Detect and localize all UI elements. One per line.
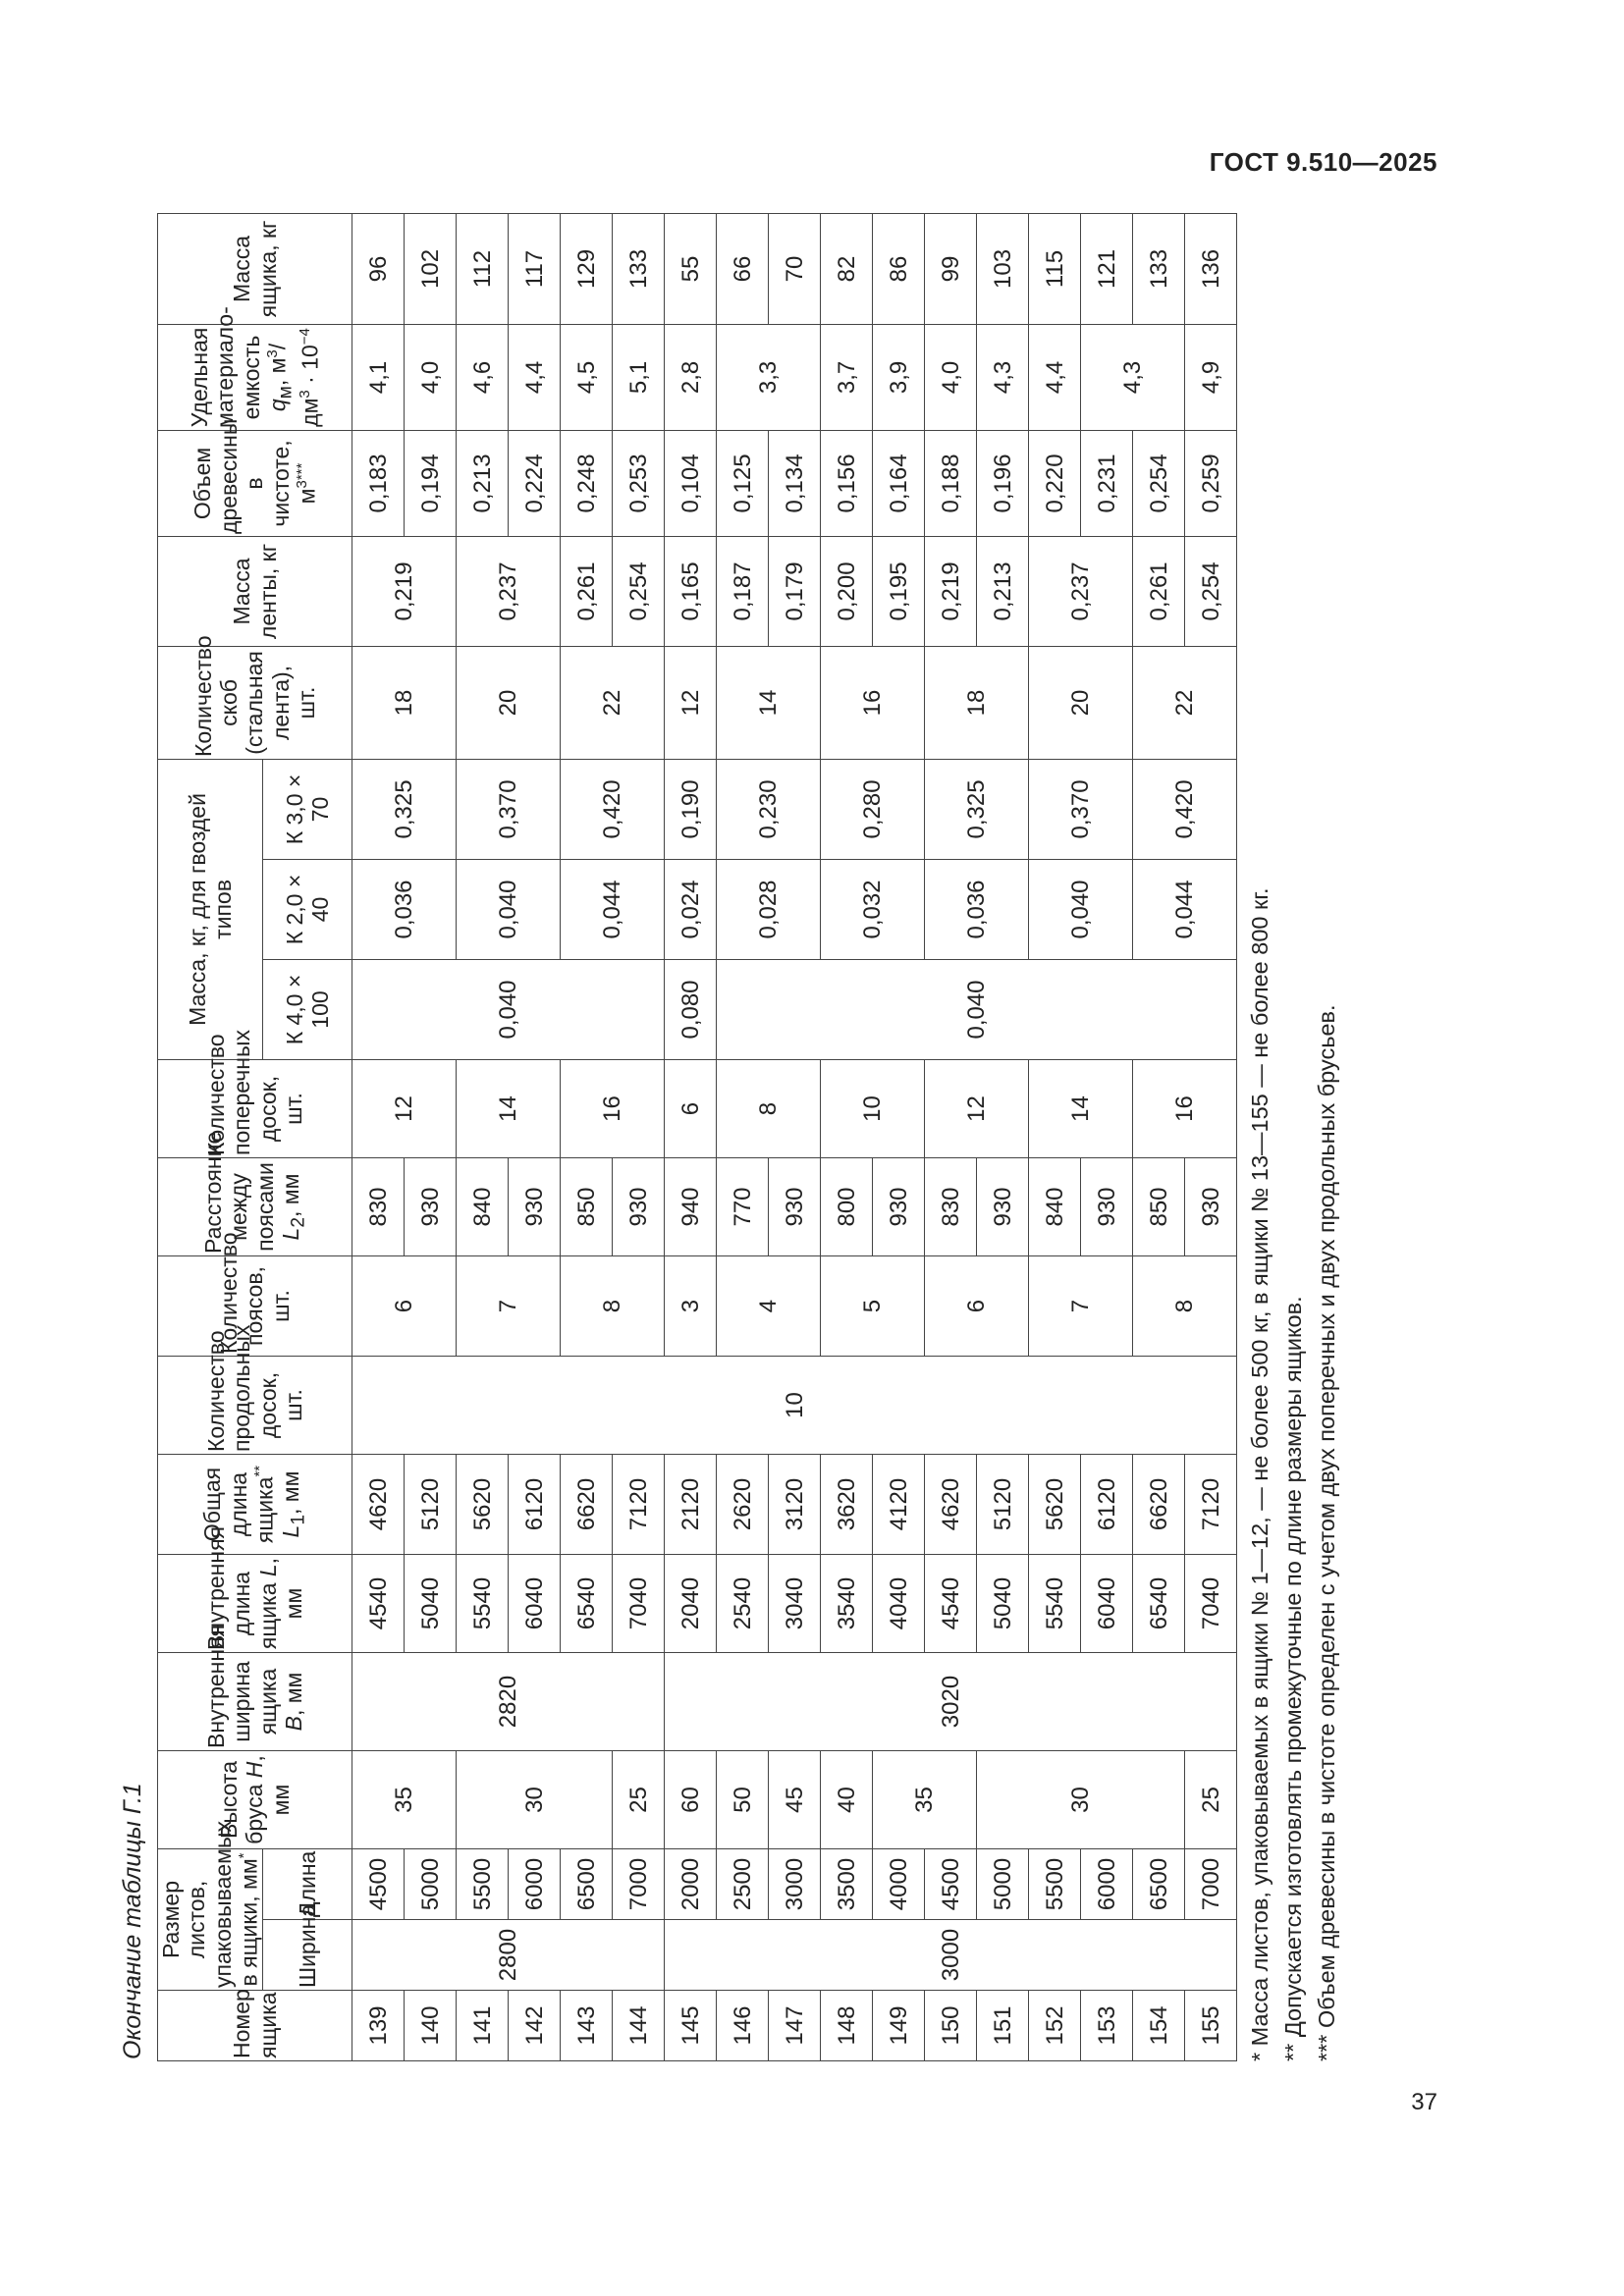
belt-distance: 930 [405,1158,457,1256]
belt-distance: 930 [977,1158,1029,1256]
nail-1-mass: 0,040 [717,960,1237,1060]
box-mass: 112 [457,213,509,324]
total-length: 6120 [1081,1455,1133,1555]
header-cross-boards: Количество поперечных досок, шт. [158,1060,352,1158]
belt-distance: 940 [665,1158,717,1256]
box-no: 153 [1081,1991,1133,2061]
staples: 18 [352,646,457,759]
inner-length: 4040 [873,1555,925,1653]
sheet-length: 5500 [1029,1849,1081,1920]
wood-volume: 0,253 [613,430,665,536]
sheet-length: 6000 [509,1849,561,1920]
wood-volume: 0,259 [1185,430,1237,536]
table-notes [1243,226,1343,2061]
cross-boards: 10 [821,1060,925,1158]
total-length: 6120 [509,1455,561,1555]
nail-2-mass: 0,044 [1133,860,1237,960]
wood-volume: 0,248 [561,430,613,536]
tape-mass: 0,254 [613,536,665,646]
total-length: 3620 [821,1455,873,1555]
header-box-mass: Масса ящика, кг [158,213,352,324]
wood-volume: 0,213 [457,430,509,536]
sheet-length: 6000 [1081,1849,1133,1920]
box-no: 147 [769,1991,821,2061]
inner-length: 5540 [457,1555,509,1653]
bar-height: 60 [665,1751,717,1849]
document-code: ГОСТ 9.510—2025 [1209,147,1437,177]
box-no: 155 [1185,1991,1237,2061]
cross-boards: 16 [561,1060,665,1158]
box-mass: 86 [873,213,925,324]
staples: 20 [1029,646,1133,759]
header-wood-volume: Объем древесины в чистоте, $м^{3***}$ [158,430,352,536]
nail-3-mass: 0,370 [457,759,561,859]
sheet-length: 3500 [821,1849,873,1920]
total-length: 4620 [925,1455,977,1555]
box-no: 149 [873,1991,925,2061]
total-length: 5120 [405,1455,457,1555]
belt-distance: 830 [352,1158,405,1256]
inner-length: 6040 [509,1555,561,1653]
header-belt-distance: Расстояние между поясами $L_2$, мм [158,1158,352,1256]
table-row [665,213,717,2060]
box-no: 139 [352,1991,405,2061]
box-no: 150 [925,1991,977,2061]
capacity: 4,1 [352,324,405,430]
tape-mass: 0,237 [457,536,561,646]
staples: 22 [1133,646,1237,759]
box-mass: 99 [925,213,977,324]
total-length: 5620 [457,1455,509,1555]
box-mass: 133 [613,213,665,324]
header-bar-height: Высота бруса H, мм [158,1751,352,1849]
wood-volume: 0,188 [925,430,977,536]
nail-2-mass: 0,036 [352,860,457,960]
wood-volume: 0,196 [977,430,1029,536]
belt-distance: 930 [769,1158,821,1256]
belt-distance: 800 [821,1158,873,1256]
note-3: *** Объем древесины в чистоте определен с учетом двух поперечных и двух продольных брусьев. [1314,1004,1340,2061]
bar-height: 30 [977,1751,1185,1849]
tape-mass: 0,261 [1133,536,1185,646]
box-mass: 96 [352,213,405,324]
sheet-length: 4500 [925,1849,977,1920]
nail-3-mass: 0,370 [1029,759,1133,859]
sheet-width: 2800 [352,1920,665,1991]
box-mass: 70 [769,213,821,324]
staples: 16 [821,646,925,759]
capacity: 3,3 [717,324,821,430]
bar-height: 30 [457,1751,613,1849]
sheet-length: 6500 [1133,1849,1185,1920]
cross-boards: 14 [457,1060,561,1158]
cross-boards: 12 [352,1060,457,1158]
wood-volume: 0,220 [1029,430,1081,536]
total-length: 7120 [1185,1455,1237,1555]
nail-2-mass: 0,040 [1029,860,1133,960]
box-no: 152 [1029,1991,1081,2061]
box-no: 151 [977,1991,1029,2061]
box-no: 141 [457,1991,509,2061]
table-caption: Окончание таблицы Г.1 [119,1783,146,2059]
header-width: Ширина [263,1920,352,1991]
box-mass: 129 [561,213,613,324]
header-nail-2: К 2,0 × 40 [263,860,352,960]
cross-boards: 14 [1029,1060,1133,1158]
capacity: 3,7 [821,324,873,430]
total-length: 6620 [561,1455,613,1555]
inner-length: 5040 [977,1555,1029,1653]
inner-length: 5540 [1029,1555,1081,1653]
tape-mass: 0,187 [717,536,769,646]
bar-height: 45 [769,1751,821,1849]
nail-2-mass: 0,032 [821,860,925,960]
sheet-length: 4500 [352,1849,405,1920]
nail-2-mass: 0,044 [561,860,665,960]
header-total-length: Общая длина ящика** $L_1$, мм [158,1455,352,1555]
box-no: 143 [561,1991,613,2061]
rotated-content [108,220,1404,2061]
staples: 14 [717,646,821,759]
table-row [821,213,873,2060]
staples: 18 [925,646,1029,759]
capacity: 2,8 [665,324,717,430]
staples: 20 [457,646,561,759]
box-no: 142 [509,1991,561,2061]
wood-volume: 0,254 [1133,430,1185,536]
belts: 6 [925,1256,1029,1357]
capacity: 3,9 [873,324,925,430]
sheet-length: 2500 [717,1849,769,1920]
header-sheet-size: Размер листов, упаковываемых в ящики, мм* [158,1849,263,1991]
inner-width: 2820 [352,1653,665,1751]
sheet-length: 5500 [457,1849,509,1920]
nail-1-mass: 0,080 [665,960,717,1060]
box-no: 146 [717,1991,769,2061]
cross-boards: 8 [717,1060,821,1158]
box-mass: 103 [977,213,1029,324]
sheet-length: 4000 [873,1849,925,1920]
bar-height: 35 [873,1751,977,1849]
cross-boards: 6 [665,1060,717,1158]
belts: 6 [352,1256,457,1357]
sheet-length: 7000 [1185,1849,1237,1920]
total-length: 7120 [613,1455,665,1555]
tape-mass: 0,200 [821,536,873,646]
rotated-table-area [108,220,1404,2061]
inner-width: 3020 [665,1653,1237,1751]
sheet-width: 3000 [665,1920,1237,1991]
belt-distance: 930 [873,1158,925,1256]
inner-length: 3040 [769,1555,821,1653]
total-length: 5620 [1029,1455,1081,1555]
box-no: 144 [613,1991,665,2061]
page-number: 37 [1411,2089,1437,2115]
belt-distance: 930 [1185,1158,1237,1256]
tape-mass: 0,219 [352,536,457,646]
capacity: 4,4 [1029,324,1081,430]
wood-volume: 0,224 [509,430,561,536]
capacity: 5,1 [613,324,665,430]
inner-length: 4540 [925,1555,977,1653]
inner-length: 5040 [405,1555,457,1653]
boxes-table [157,213,1237,2061]
sheet-length: 5000 [977,1849,1029,1920]
total-length: 5120 [977,1455,1029,1555]
nail-2-mass: 0,028 [717,860,821,960]
sheet-length: 6500 [561,1849,613,1920]
box-mass: 66 [717,213,769,324]
box-mass: 117 [509,213,561,324]
box-mass: 136 [1185,213,1237,324]
inner-length: 2040 [665,1555,717,1653]
tape-mass: 0,213 [977,536,1029,646]
header-staples: Количество скоб (стальная лента), шт. [158,646,352,759]
nail-1-mass: 0,040 [352,960,665,1060]
header-material-capacity: Удельная материало-емкость $q_м$, $м^3/дм^3 \cdot 10^{-4}$ [158,324,352,430]
belts: 3 [665,1256,717,1357]
tape-mass: 0,237 [1029,536,1133,646]
tape-mass: 0,261 [561,536,613,646]
belt-distance: 930 [1081,1158,1133,1256]
bar-height: 40 [821,1751,873,1849]
inner-length: 7040 [613,1555,665,1653]
capacity: 4,4 [509,324,561,430]
capacity: 4,9 [1185,324,1237,430]
header-nails-mass: Масса, кг, для гвоздей типов [158,759,263,1059]
staples: 22 [561,646,665,759]
header-nail-3: К 3,0 × 70 [263,759,352,859]
wood-volume: 0,134 [769,430,821,536]
capacity: 4,0 [925,324,977,430]
nail-2-mass: 0,024 [665,860,717,960]
box-no: 140 [405,1991,457,2061]
belts: 8 [1133,1256,1237,1357]
box-no: 148 [821,1991,873,2061]
sheet-length: 2000 [665,1849,717,1920]
belt-distance: 770 [717,1158,769,1256]
inner-length: 6040 [1081,1555,1133,1653]
table-row [352,213,405,2060]
header-long-boards: Количество продольных досок, шт. [158,1357,352,1455]
sheet-length: 3000 [769,1849,821,1920]
bar-height: 50 [717,1751,769,1849]
table-row [457,213,509,2060]
belts: 7 [1029,1256,1133,1357]
header-inner-width: Внутренняя ширина ящика B, мм [158,1653,352,1751]
total-length: 4120 [873,1455,925,1555]
bar-height: 25 [1185,1751,1237,1849]
wood-volume: 0,104 [665,430,717,536]
tape-mass: 0,254 [1185,536,1237,646]
nail-3-mass: 0,325 [925,759,1029,859]
wood-volume: 0,156 [821,430,873,536]
wood-volume: 0,164 [873,430,925,536]
wood-volume: 0,231 [1081,430,1133,536]
nail-3-mass: 0,420 [1133,759,1237,859]
nail-3-mass: 0,190 [665,759,717,859]
header-box-no: Номер ящика [158,1991,352,2061]
table-row [717,213,769,2060]
wood-volume: 0,194 [405,430,457,536]
sheet-length: 7000 [613,1849,665,1920]
total-length: 3120 [769,1455,821,1555]
nail-3-mass: 0,230 [717,759,821,859]
inner-length: 2540 [717,1555,769,1653]
box-no: 145 [665,1991,717,2061]
sheet-length: 5000 [405,1849,457,1920]
header-tape-mass: Масса ленты, кг [158,536,352,646]
inner-length: 6540 [1133,1555,1185,1653]
capacity: 4,0 [405,324,457,430]
cross-boards: 12 [925,1060,1029,1158]
belt-distance: 930 [613,1158,665,1256]
note-1: * Масса листов, упаковываемых в ящики № 1—12, — не более 500 кг, в ящики № 13—155 — не более 800 кг. [1247,887,1273,2061]
belt-distance: 840 [457,1158,509,1256]
tape-mass: 0,165 [665,536,717,646]
nail-2-mass: 0,036 [925,860,1029,960]
belts: 5 [821,1256,925,1357]
total-length: 2120 [665,1455,717,1555]
inner-length: 3540 [821,1555,873,1653]
belts: 4 [717,1256,821,1357]
capacity: 4,6 [457,324,509,430]
total-length: 4620 [352,1455,405,1555]
bar-height: 35 [352,1751,457,1849]
note-2: ** Допускается изготовлять промежуточные по длине размеры ящиков. [1280,1296,1307,2061]
nail-3-mass: 0,325 [352,759,457,859]
tape-mass: 0,195 [873,536,925,646]
nail-3-mass: 0,280 [821,759,925,859]
inner-length: 7040 [1185,1555,1237,1653]
total-length: 2620 [717,1455,769,1555]
bar-height: 25 [613,1751,665,1849]
tape-mass: 0,179 [769,536,821,646]
belt-distance: 830 [925,1158,977,1256]
box-mass: 133 [1133,213,1185,324]
header-nail-1: К 4,0 × 100 [263,960,352,1060]
box-mass: 121 [1081,213,1133,324]
tape-mass: 0,219 [925,536,977,646]
long-boards: 10 [352,1357,1237,1455]
capacity: 4,3 [977,324,1029,430]
nail-3-mass: 0,420 [561,759,665,859]
staples: 12 [665,646,717,759]
belt-distance: 930 [509,1158,561,1256]
header-length: Длина [263,1849,352,1920]
box-mass: 82 [821,213,873,324]
box-mass: 55 [665,213,717,324]
wood-volume: 0,183 [352,430,405,536]
belts: 7 [457,1256,561,1357]
inner-length: 6540 [561,1555,613,1653]
box-mass: 102 [405,213,457,324]
belt-distance: 850 [1133,1158,1185,1256]
belt-distance: 840 [1029,1158,1081,1256]
total-length: 6620 [1133,1455,1185,1555]
wood-volume: 0,125 [717,430,769,536]
cross-boards: 16 [1133,1060,1237,1158]
inner-length: 4540 [352,1555,405,1653]
box-no: 154 [1133,1991,1185,2061]
nail-2-mass: 0,040 [457,860,561,960]
capacity: 4,5 [561,324,613,430]
belt-distance: 850 [561,1158,613,1256]
header-belts: Количество поясов, шт. [158,1256,352,1357]
header-inner-length: Внутренняя длина ящика L, мм [158,1555,352,1653]
capacity: 4,3 [1081,324,1185,430]
box-mass: 115 [1029,213,1081,324]
belts: 8 [561,1256,665,1357]
